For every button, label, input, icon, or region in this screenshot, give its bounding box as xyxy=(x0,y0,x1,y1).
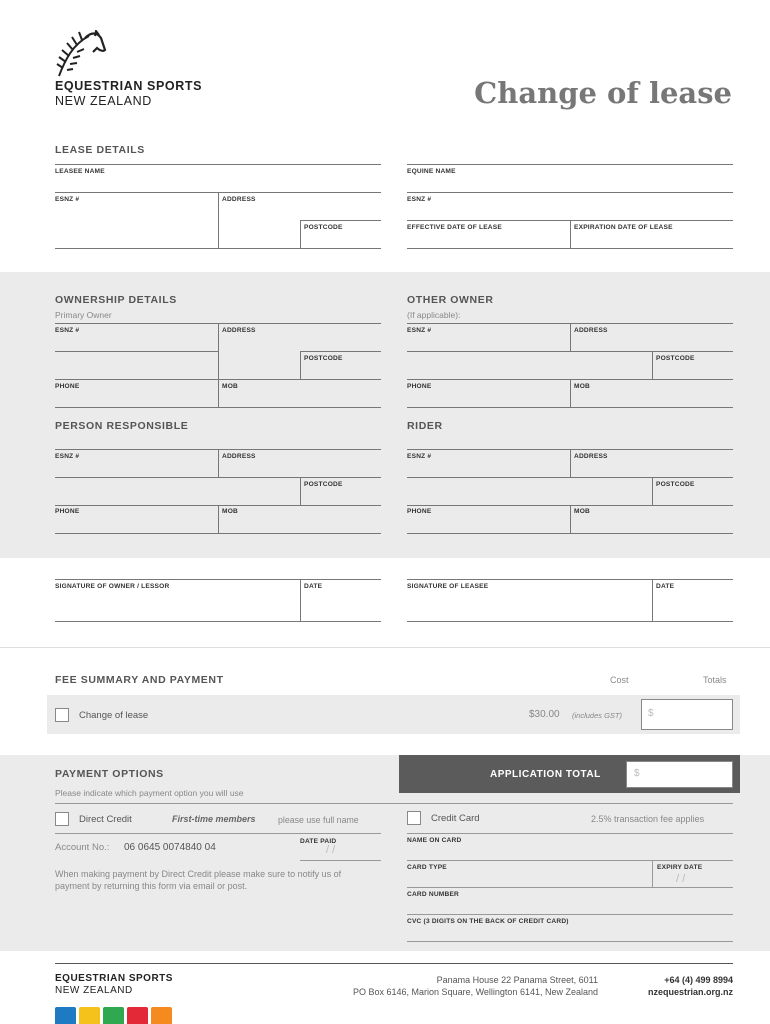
first-time-members-label: First-time members xyxy=(172,814,256,824)
org-name: EQUESTRIAN SPORTS xyxy=(55,79,203,93)
effective-date-label: EFFECTIVE DATE OF LEASE xyxy=(407,224,502,231)
date-paid-slashes: / / xyxy=(326,844,336,856)
color-square-yellow xyxy=(79,1007,100,1024)
account-number: 06 0645 0074840 04 xyxy=(124,842,216,853)
lease-address-label: ADDRESS xyxy=(222,196,256,203)
effective-date-field[interactable] xyxy=(407,221,570,248)
rider-postcode-label: POSTCODE xyxy=(656,481,695,488)
color-square-orange xyxy=(151,1007,172,1024)
lessee-signature-label: SIGNATURE OF LEASEE xyxy=(407,583,489,590)
date-paid-field[interactable] xyxy=(300,846,381,860)
other-owner-note: (If applicable): xyxy=(407,310,461,320)
card-type-field[interactable] xyxy=(407,861,651,887)
owner-esnz-label: ESNZ # xyxy=(55,327,80,334)
equine-name-label: EQUINE NAME xyxy=(407,168,456,175)
org-country: NEW ZEALAND xyxy=(55,94,152,108)
lease-postcode-label: POSTCODE xyxy=(304,224,343,231)
owner-postcode-label: POSTCODE xyxy=(304,355,343,362)
color-square-red xyxy=(127,1007,148,1024)
payment-options-sub: Please indicate which payment option you will use xyxy=(55,788,244,798)
owner-signature-field[interactable] xyxy=(55,580,299,621)
application-total-input[interactable] xyxy=(626,761,733,788)
other-mob-label: MOB xyxy=(574,383,590,390)
application-total-label: APPLICATION TOTAL xyxy=(490,769,601,780)
color-square-blue xyxy=(55,1007,76,1024)
owner-signature-label: SIGNATURE OF OWNER / LESSOR xyxy=(55,583,170,590)
other-phone-label: PHONE xyxy=(407,383,432,390)
rider-heading: RIDER xyxy=(407,420,443,432)
account-prefix: Account No.: xyxy=(55,842,110,853)
expiration-date-field[interactable] xyxy=(571,221,733,248)
other-address-label: ADDRESS xyxy=(574,327,608,334)
full-name-note: please use full name xyxy=(278,815,359,825)
other-postcode-label: POSTCODE xyxy=(656,355,695,362)
payment-options-heading: PAYMENT OPTIONS xyxy=(55,768,164,780)
person-phone-label: PHONE xyxy=(55,508,80,515)
owner-signature-date-label: DATE xyxy=(304,583,323,590)
direct-credit-checkbox[interactable] xyxy=(55,812,69,826)
footer-org-country: NEW ZEALAND xyxy=(55,985,133,996)
ownership-section xyxy=(0,272,770,558)
brand-color-squares xyxy=(55,1007,172,1024)
owner-address-label: ADDRESS xyxy=(222,327,256,334)
change-of-lease-checkbox[interactable] xyxy=(55,708,69,722)
color-square-green xyxy=(103,1007,124,1024)
rider-phone-label: PHONE xyxy=(407,508,432,515)
footer-address-line2: PO Box 6146, Marion Square, Wellington 6141, New Zealand xyxy=(353,987,598,997)
transaction-fee-note: 2.5% transaction fee applies xyxy=(591,814,705,824)
fee-gst-note: (includes GST) xyxy=(572,711,623,720)
person-responsible-heading: PERSON RESPONSIBLE xyxy=(55,420,189,432)
lease-esnz-field[interactable] xyxy=(55,193,218,220)
lessee-signature-field[interactable] xyxy=(407,580,651,621)
fee-summary-heading: FEE SUMMARY AND PAYMENT xyxy=(55,674,224,686)
card-number-field[interactable] xyxy=(407,888,733,914)
logo xyxy=(55,30,109,83)
fee-price: $30.00 xyxy=(529,709,560,720)
equine-esnz-label: ESNZ # xyxy=(407,196,432,203)
fee-total-input[interactable] xyxy=(641,699,733,730)
equine-name-field[interactable] xyxy=(407,165,733,192)
footer-website[interactable]: nzequestrian.org.nz xyxy=(647,987,733,997)
person-esnz-label: ESNZ # xyxy=(55,453,80,460)
date-paid-label: DATE PAID xyxy=(300,838,337,845)
rider-esnz-label: ESNZ # xyxy=(407,453,432,460)
cvc-field[interactable] xyxy=(407,915,733,941)
fee-total-dollar: $ xyxy=(648,708,654,719)
footer-phone: +64 (4) 499 8994 xyxy=(664,975,733,985)
fern-horse-icon xyxy=(55,30,109,78)
footer-address-line1: Panama House 22 Panama Street, 6011 xyxy=(436,975,598,985)
fee-item-label: Change of lease xyxy=(79,710,149,721)
expiry-date-label: EXPIRY DATE xyxy=(657,864,703,871)
person-mob-label: MOB xyxy=(222,508,238,515)
card-number-label: CARD NUMBER xyxy=(407,891,460,898)
credit-card-label: Credit Card xyxy=(431,813,480,824)
ownership-heading: OWNERSHIP DETAILS xyxy=(55,294,177,306)
other-esnz-label: ESNZ # xyxy=(407,327,432,334)
rider-address-label: ADDRESS xyxy=(574,453,608,460)
page-title: Change of lease xyxy=(474,76,732,110)
person-postcode-label: POSTCODE xyxy=(304,481,343,488)
name-on-card-label: NAME ON CARD xyxy=(407,837,462,844)
cvc-label: CVC (3 DIGITS ON THE BACK OF CREDIT CARD) xyxy=(407,918,569,925)
cost-label: Cost xyxy=(610,675,629,685)
owner-mob-label: MOB xyxy=(222,383,238,390)
application-total-dollar: $ xyxy=(634,768,640,779)
lease-esnz-label: ESNZ # xyxy=(55,196,80,203)
primary-owner-label: Primary Owner xyxy=(55,310,112,320)
card-type-label: CARD TYPE xyxy=(407,864,447,871)
expiry-slashes: / / xyxy=(676,873,686,885)
lessee-signature-date-label: DATE xyxy=(656,583,675,590)
direct-credit-note: When making payment by Direct Credit please make sure to notify us of payment by returning this form via email or post. xyxy=(55,869,342,891)
fee-row xyxy=(47,695,740,734)
rider-mob-label: MOB xyxy=(574,508,590,515)
lessee-name-label: LEASEE NAME xyxy=(55,168,105,175)
direct-credit-label: Direct Credit xyxy=(79,814,132,825)
other-owner-heading: OTHER OWNER xyxy=(407,294,494,306)
totals-label: Totals xyxy=(703,675,727,685)
name-on-card-field[interactable] xyxy=(407,834,733,860)
lessee-name-field[interactable] xyxy=(55,165,381,192)
owner-phone-label: PHONE xyxy=(55,383,80,390)
equine-esnz-field[interactable] xyxy=(407,193,733,220)
lease-details-heading: LEASE DETAILS xyxy=(55,144,145,156)
expiration-date-label: EXPIRATION DATE OF LEASE xyxy=(574,224,673,231)
person-address-label: ADDRESS xyxy=(222,453,256,460)
footer-org-name: EQUESTRIAN SPORTS xyxy=(55,973,173,984)
credit-card-checkbox[interactable] xyxy=(407,811,421,825)
